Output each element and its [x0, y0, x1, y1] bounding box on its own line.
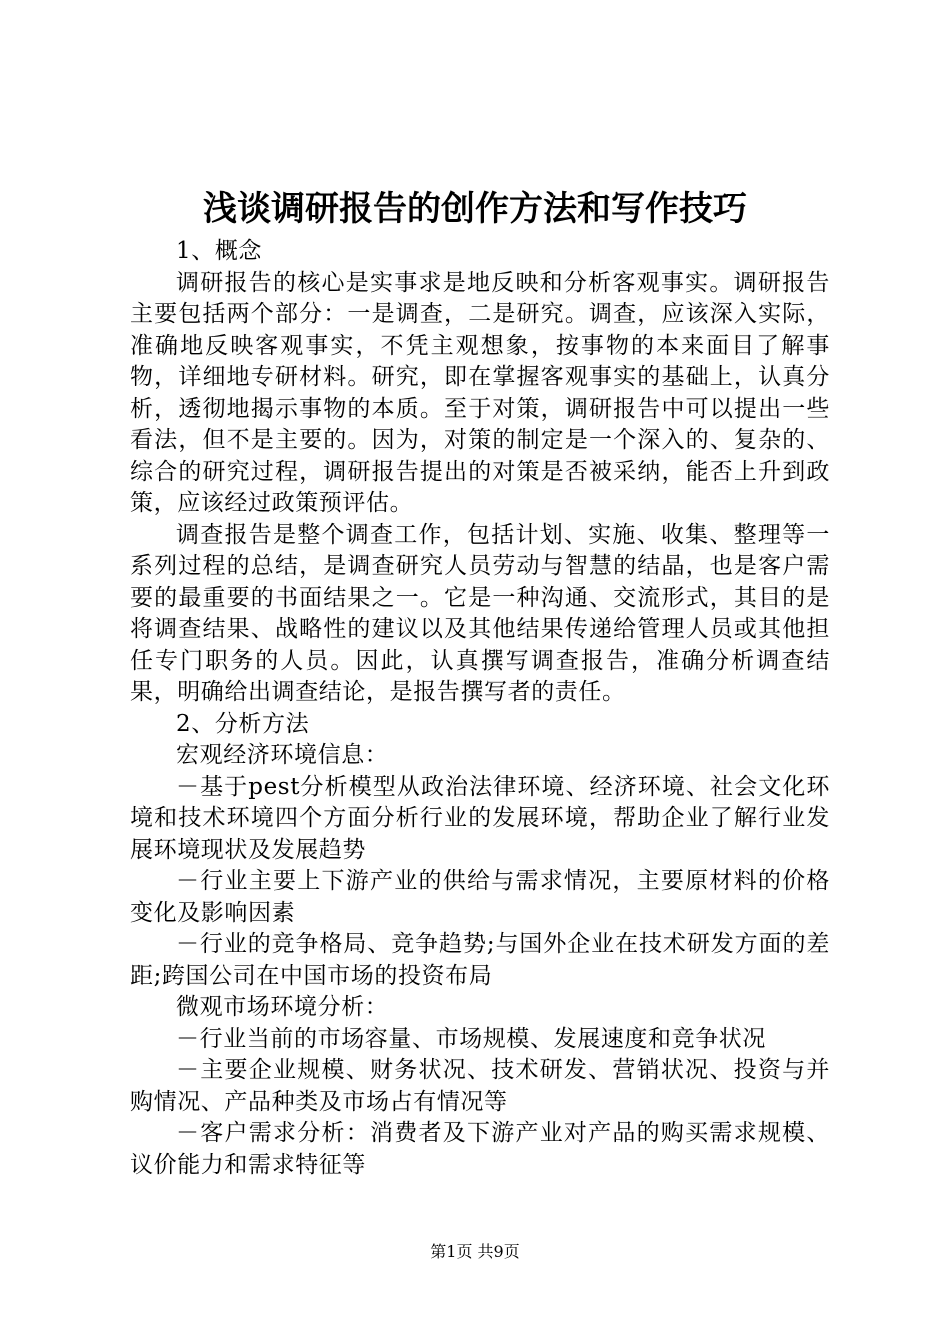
subheading-micro-market: 微观市场环境分析：: [176, 994, 389, 1020]
section-heading-concept: 1、概念: [176, 238, 263, 264]
list-item-enterprise-scale: －主要企业规模、财务状况、技术研发、营销状况、投资与并购情况、产品种类及市场占有情况等: [130, 1057, 830, 1115]
document-title: 浅谈调研报告的创作方法和写作技巧: [203, 189, 747, 229]
document-body: [130, 236, 830, 1181]
paragraph-survey-report-summary: 调查报告是整个调查工作，包括计划、实施、收集、整理等一系列过程的总结，是调查研究人员劳动与智慧的结晶，也是客户需要的最重要的书面结果之一。它是一种沟通、交流形式，其目的是将调查结果、战略性的建议以及其他结果传递给管理人员或其他担任专门职务的人员。因此，认真撰写调查报告，准确分析调查结果，明确给出调查结论，是报告撰写者的责任。: [130, 521, 830, 705]
paragraph-research-report-core: 调研报告的核心是实事求是地反映和分析客观事实。调研报告主要包括两个部分：一是调查，二是研究。调查，应该深入实际，准确地反映客观事实，不凭主观想象，按事物的本来面目了解事物，详细地专研材料。研究，即在掌握客观事实的基础上，认真分析，透彻地揭示事物的本质。至于对策，调研报告中可以提出一些看法，但不是主要的。因为，对策的制定是一个深入的、复杂的、综合的研究过程，调研报告提出的对策是否被采纳，能否上升到政策，应该经过政策预评估。: [130, 269, 830, 516]
list-item-competition: －行业的竞争格局、竞争趋势;与国外企业在技术研发方面的差距;跨国公司在中国市场的投资布局: [130, 931, 830, 989]
list-item-pest-analysis: －基于pest分析模型从政治法律环境、经济环境、社会文化环境和技术环境四个方面分析行业的发展环境，帮助企业了解行业发展环境现状及发展趋势: [130, 773, 830, 863]
page-number-footer: 第1页 共9页: [430, 1242, 520, 1261]
section-heading-analysis-method: 2、分析方法: [176, 710, 310, 737]
list-item-supply-demand: －行业主要上下游产业的供给与需求情况，主要原材料的价格变化及影响因素: [130, 868, 830, 926]
list-item-customer-demand: －客户需求分析：消费者及下游产业对产品的购买需求规模、议价能力和需求特征等: [130, 1120, 830, 1178]
list-item-market-capacity: －行业当前的市场容量、市场规模、发展速度和竞争状况: [176, 1025, 766, 1052]
subheading-macro-environment: 宏观经济环境信息：: [176, 742, 389, 768]
